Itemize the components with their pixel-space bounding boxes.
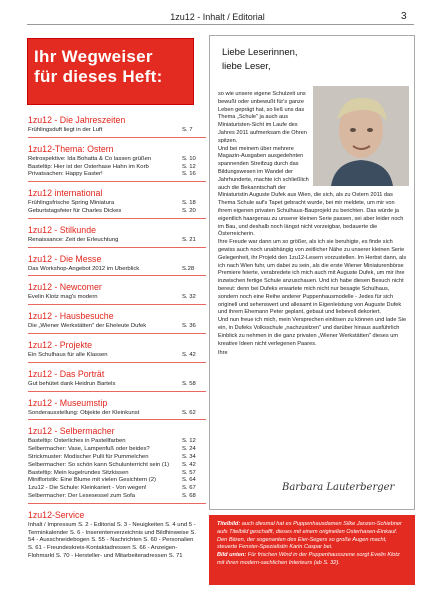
toc-entry-title: Frühlingsfrische Spring Miniatura xyxy=(28,200,115,207)
toc-divider xyxy=(28,275,206,276)
toc-heading: 1zu12 - Projekte xyxy=(28,339,93,350)
toc-entry-page: S. 58 xyxy=(182,380,196,387)
toc-entry xyxy=(28,470,206,478)
toc-heading: 1zu12 - Museumstip xyxy=(28,397,108,408)
service-text: Inhalt / Impressum S. 2 - Editorial S. 3 - Neuigkeiten S. 4 und 5 - Terminkalender S. 6 - Inserentenverzeichnis und Bildhinweise S. 54 - Ausschneidebogen S. 55 - Nachrichten S. 60 - Personalien S. 61 - Freundeskreis-Kontaktadressen S. 66 - Anzeigen-Flohmarkt S. 70 - Hersteller- und Mitarbeiteradressen S. 71 xyxy=(28,521,196,559)
page-number: 3 xyxy=(401,11,407,22)
toc-service-section xyxy=(28,510,206,561)
toc-section xyxy=(28,115,206,138)
toc-entry xyxy=(28,438,206,446)
editorial-greeting xyxy=(222,46,298,74)
editorial-paragraph-3: Und nun freue ich mich, mein Versprechen einlösen zu können und lade Sie ein, in Dufeks Volksschule „nachzusitzen" und darüber hinaus ausführlich Einblick zu nehmen in die ganz privaten „Wiener Werkstätten" dieses um kreative Ideen nicht verlegenen Paares. xyxy=(218,317,407,347)
toc-heading: 1zu12 - Hausbesuche xyxy=(28,311,114,322)
toc-divider xyxy=(28,247,206,248)
toc-entry xyxy=(28,164,206,172)
toc-entry-page: S. 16 xyxy=(182,171,196,178)
toc-section xyxy=(28,188,206,219)
toc-section xyxy=(28,426,206,503)
toc-divider xyxy=(28,218,206,219)
editorial-closing: Ihre xyxy=(218,350,228,357)
toc-entry-title: Selbermacher: So schön kann Schulunterricht sein (1) xyxy=(28,461,170,468)
info-text-2: Für frischen Wind in der Puppenhausszene sorgt Evelin Klotz mit ihren modern-sachlichen Interieurs (ab S. 32). xyxy=(217,552,400,566)
toc-entry-page: S.28 xyxy=(182,265,195,272)
toc-entry-title: Basteltip: Mein kugelrundes Sitzkissen xyxy=(28,469,129,476)
toc-entry-title: Selbermacher: Vase, Lampenfuß oder beides? xyxy=(28,446,150,453)
toc-entry-title: Sonderausstellung: Objekte der Kleinkunst xyxy=(28,409,140,416)
toc-heading: 1zu12 - Die Messe xyxy=(28,253,102,264)
toc-entry-page: S. 24 xyxy=(182,446,196,453)
toc-section xyxy=(28,225,206,248)
toc-entry-title: Basteltip: Hier ist der Osterhase Hahn im Korb xyxy=(28,163,149,170)
toc-divider xyxy=(28,333,206,334)
editorial-text xyxy=(218,91,410,358)
toc-entry xyxy=(28,410,206,418)
toc-entry-title: Evelin Klotz mag's modern xyxy=(28,294,98,301)
toc-section xyxy=(28,282,206,305)
toc-section xyxy=(28,254,206,277)
toc-divider xyxy=(28,391,206,392)
toc-entry-page: S. 12 xyxy=(182,438,196,445)
info-text-1: auch diesmal hat es Puppenhausdamen Silke Janzen-Schiebner aufs Titelbild geschafft, dieses mit einem originellen Osterhasen-Einkauf. Den Bären, der sogenanten des Eier-Segers so große Augen macht, steuerte Fenster-Spezialistin Karin Caspar bei. xyxy=(217,521,402,551)
toc-entry xyxy=(28,477,206,485)
toc-entry-page: S. 20 xyxy=(182,207,196,214)
toc-heading: 1zu12 - Das Porträt xyxy=(28,368,105,379)
toc-entry-title: Selbermacher: Der Lesesessel zum Sofa xyxy=(28,492,136,499)
toc-banner xyxy=(27,38,194,105)
toc-entry xyxy=(28,171,206,179)
toc-entry-page: S. 42 xyxy=(182,461,196,468)
toc-entry-title: Ein Schulhaus für alle Klassen xyxy=(28,351,108,358)
toc-entry xyxy=(28,266,206,274)
toc-entry xyxy=(28,446,206,454)
greeting-line-2: liebe Leser, xyxy=(222,61,271,72)
toc-entry-page: S. 21 xyxy=(182,236,196,243)
toc-entry-page: S. 67 xyxy=(182,485,196,492)
toc-heading: 1zu12-Thema: Ostern xyxy=(28,143,114,154)
toc-heading: 1zu12 international xyxy=(28,188,103,199)
toc-heading: 1zu12-Service xyxy=(28,509,85,520)
toc-divider xyxy=(28,181,206,182)
toc-section xyxy=(28,144,206,182)
toc-entry-page: S. 68 xyxy=(182,492,196,499)
toc-divider xyxy=(28,137,206,138)
table-of-contents xyxy=(28,115,206,567)
editorial-box xyxy=(209,35,415,510)
toc-divider xyxy=(28,362,206,363)
toc-entry-page: S. 57 xyxy=(182,469,196,476)
editorial-paragraph-1: Und bei meinem über mehrere Magazin-Ausgaben ausgedehnten spannenden Streifzug durch das Bildungswesen im Wandel der Jahrhunderte, machte ich schließlich auch die Bekanntschaft der Miniaturistin Auguste Dufek aus Wien, die sich, als zu Ostern 2011 das Thema Schule auf's Tapet gebracht wurde, bei mir meldete, um mir von ihrem eigenen privaten Schulhaus-Bauprojekt zu berichten. Das würde ja eigentlich haargenau zu unserer kleinen Serie passen, sei aber leider noch im Bau, und deshalb noch längst nicht vorzeigbar, bedauerte die Österreicherin. xyxy=(218,145,404,238)
toc-heading: 1zu12 - Newcomer xyxy=(28,282,102,293)
toc-entry xyxy=(28,454,206,462)
toc-entry-title: 1zu12 - Die Schule: Kleinkariert - Von wegen! xyxy=(28,485,147,492)
toc-entry xyxy=(28,352,206,360)
toc-entry-page: S. 42 xyxy=(182,351,196,358)
toc-entry xyxy=(28,485,206,493)
toc-heading: 1zu12 - Selbermacher xyxy=(28,426,115,437)
banner-line-2: für dieses Heft: xyxy=(34,67,163,86)
toc-entry-page: S. 18 xyxy=(182,200,196,207)
greeting-line-1: Liebe Leserinnen, xyxy=(222,47,298,58)
cover-info-box xyxy=(209,515,415,585)
toc-entry-page: S. 62 xyxy=(182,409,196,416)
toc-entry xyxy=(28,462,206,470)
toc-entry-title: Renaissance: Zeit der Erleuchtung xyxy=(28,236,119,243)
toc-section xyxy=(28,369,206,392)
editorial-paragraph-2: Ihre Freude war dann um so größer, als ich sie beruhigte, es finde sich gewiss auch noch unabhängig von zeitlicher Nähe zu unserer kleinen Serie Gelegenheit, ihr Projekt den 1zu12-Lesern vorzustellen. Im Herbst dann, als ich nach Wien fuhr, um dabei zu sein, als die erste Wiener Miniaturenbörse Premiere feierte, verabredete ich mich auch mit Auguste Dufek, um mir ihre inzwischen fertige Schule anzuschauen. Und ich habe diesen Besuch nicht bereut: denn bei Dufeks erwartete mich nicht nur besagte Schulhaus, sondern noch eine Reihe anderer Puppenhausmodelle - Jedes für sich originell und sehenswert und allesamt in Eigenleistung von Auguste Dufek und ihrem Ehemann Peter geplant, gebaut und liebevoll dekoriert. xyxy=(218,239,407,316)
toc-entry-title: Gut behütet dank Heidrun Bartels xyxy=(28,380,116,387)
toc-divider xyxy=(28,419,206,420)
toc-entry-title: Frühlingsduft liegt in der Luft xyxy=(28,127,103,133)
signature: Barbara Lauterberger xyxy=(282,482,395,493)
toc-entry xyxy=(28,127,206,135)
toc-entry xyxy=(28,237,206,245)
toc-entry-title: Das Workshop-Angebot 2012 im Überblick xyxy=(28,265,140,272)
toc-heading: 1zu12 - Die Jahreszeiten xyxy=(28,115,126,125)
toc-entry xyxy=(28,156,206,164)
toc-entry-title: Geburtstagsfeier für Charles Dickes xyxy=(28,207,122,214)
toc-entry-page: S. 12 xyxy=(182,163,196,170)
toc-entry xyxy=(28,323,206,331)
toc-entry-page: S. 32 xyxy=(182,294,196,301)
toc-entry-page: S. 34 xyxy=(182,453,196,460)
toc-entry-page: S. 36 xyxy=(182,323,196,330)
toc-entry-title: Privatsachen: Happy Easter! xyxy=(28,171,103,178)
toc-entry xyxy=(28,381,206,389)
toc-entry-title: Retrospektive: Ida Bohatta & Co lassen grüßen xyxy=(28,155,152,162)
editorial-paragraph-0: so wie unsere eigene Schulzeit uns bewußt oder unbewußt für's ganze Leben geprägt hat, so ließ uns das Thema „Schule" ja auch aus Miniaturisten-Sicht im Laufe des Jahres 2011 aufmerksam die Ohren spitzen. xyxy=(218,91,307,144)
toc-entry-title: Basteltip: Österliches in Pastellfarben xyxy=(28,438,126,445)
toc-entry-title: Die „Wiener Werkstätten" der Eheleute Dufek xyxy=(28,323,147,330)
toc-heading: 1zu12 - Stilkunde xyxy=(28,224,96,235)
info-label-1: Titelbild: xyxy=(217,521,241,527)
banner-line-1: Ihr Wegweiser xyxy=(34,47,153,66)
toc-divider xyxy=(28,304,206,305)
toc-entry-page: S. 7 xyxy=(182,127,193,133)
page-header-title: 1zu12 - Inhalt / Editorial xyxy=(170,12,265,22)
toc-entry xyxy=(28,493,206,501)
toc-section xyxy=(28,311,206,334)
toc-entry-page: S. 10 xyxy=(182,155,196,162)
toc-entry-title: Strickmuster: Modischer Pulli für Pummelchen xyxy=(28,453,149,460)
toc-entry xyxy=(28,208,206,216)
toc-entry-title: Minifloristik: Eine Blume mit vielen Gesichtern (2) xyxy=(28,477,156,484)
info-label-2: Bild unten: xyxy=(217,552,247,559)
toc-entry xyxy=(28,200,206,208)
toc-entry-page: S. 64 xyxy=(182,477,196,484)
toc-entry xyxy=(28,294,206,302)
toc-section xyxy=(28,340,206,363)
toc-divider xyxy=(28,503,206,504)
toc-section xyxy=(28,398,206,421)
